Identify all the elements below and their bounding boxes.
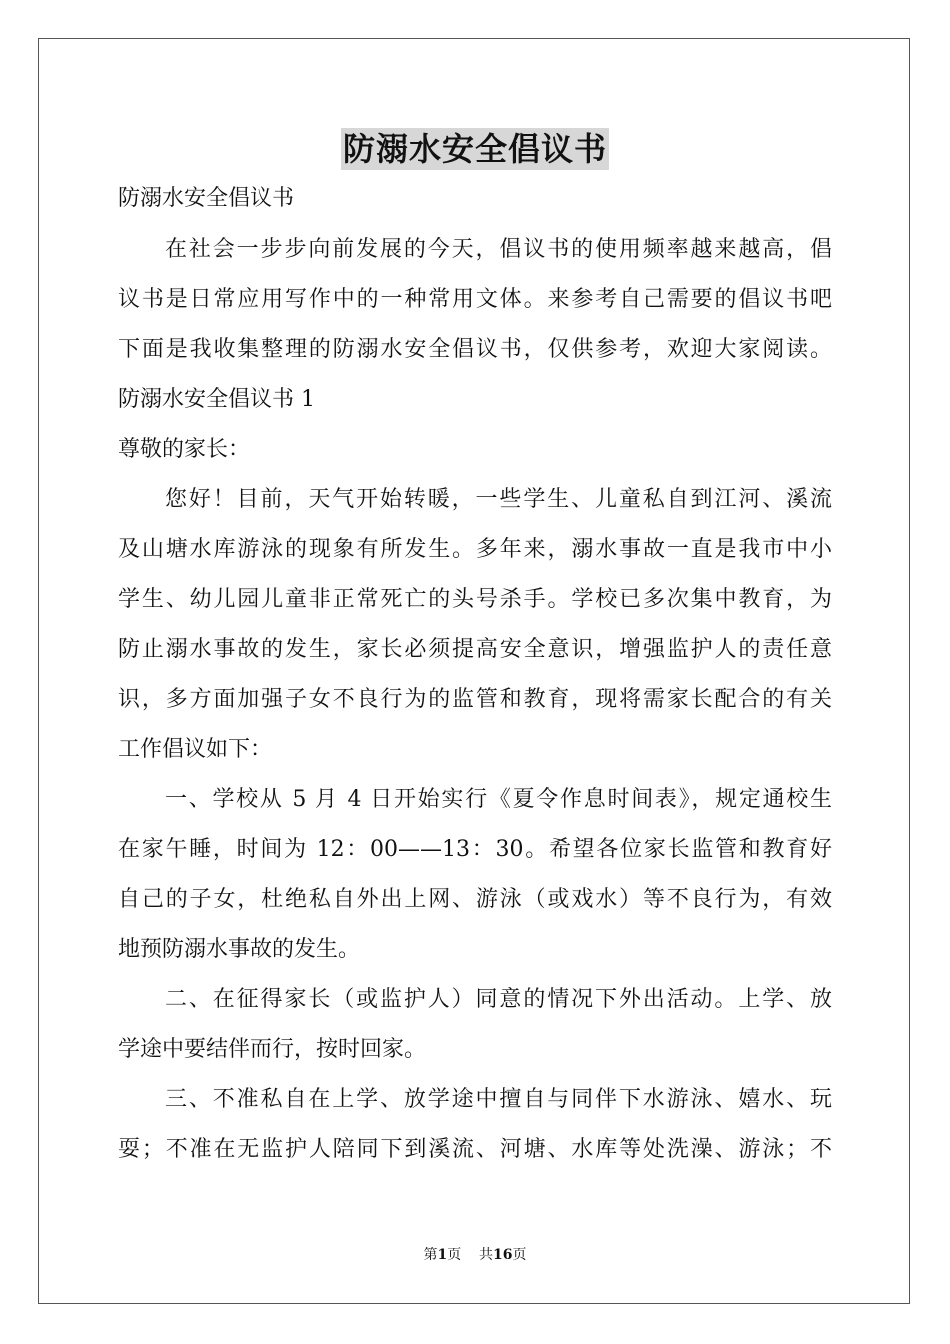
salutation: 尊敬的家长： [118,437,251,462]
page-footer [0,1246,950,1264]
intro-line-1: 在社会一步步向前发展的今天，倡议书的使用频率越来越高，倡 [165,237,832,262]
footer-page-prefix: 第 [423,1247,438,1263]
section-heading: 防溺水安全倡议书 1 [118,387,315,412]
document-title-wrap [0,128,950,170]
document-subtitle: 防溺水安全倡议书 [118,186,295,211]
para2-line-4: 地预防溺水事故的发生。 [118,937,361,962]
para4-line-2: 耍；不准在无监护人陪同下到溪流、河塘、水库等处洗澡、游泳；不 [118,1137,832,1162]
document-title: 防溺水安全倡议书 [342,130,607,168]
footer-total-unit: 页 [512,1247,527,1263]
footer-page-total: 16 [493,1247,513,1263]
para1-line-5: 识，多方面加强子女不良行为的监管和教育，现将需家长配合的有关 [118,687,832,712]
footer-page-unit: 页 [447,1247,462,1263]
intro-line-2: 议书是日常应用写作中的一种常用文体。来参考自己需要的倡议书吧 [118,287,832,312]
para1-line-3: 学生、幼儿园儿童非正常死亡的头号杀手。学校已多次集中教育，为 [118,587,832,612]
para1-line-4: 防止溺水事故的发生，家长必须提高安全意识，增强监护人的责任意 [118,637,832,662]
para3-line-1: 二、在征得家长（或监护人）同意的情况下外出活动。上学、放 [165,987,832,1012]
para2-line-3: 自己的子女，杜绝私自外出上网、游泳（或戏水）等不良行为，有效 [118,887,832,912]
para4-line-1: 三、不准私自在上学、放学途中擅自与同伴下水游泳、嬉水、玩 [165,1087,832,1112]
para2-line-1: 一、学校从 5 月 4 日开始实行《夏令作息时间表》，规定通校生 [165,787,832,812]
para2-line-2: 在家午睡，时间为 12：00——13：30。希望各位家长监管和教育好 [118,837,832,862]
intro-line-3: 下面是我收集整理的防溺水安全倡议书，仅供参考，欢迎大家阅读。 [118,337,832,362]
para1-line-2: 及山塘水库游泳的现象有所发生。多年来，溺水事故一直是我市中小 [118,537,832,562]
para3-line-2: 学途中要结伴而行，按时回家。 [118,1037,427,1062]
para1-line-6: 工作倡议如下： [118,737,273,762]
footer-total-prefix: 共 [479,1247,494,1263]
para1-line-1: 您好！目前，天气开始转暖，一些学生、儿童私自到江河、溪流 [165,487,832,512]
footer-page-current: 1 [437,1247,448,1263]
